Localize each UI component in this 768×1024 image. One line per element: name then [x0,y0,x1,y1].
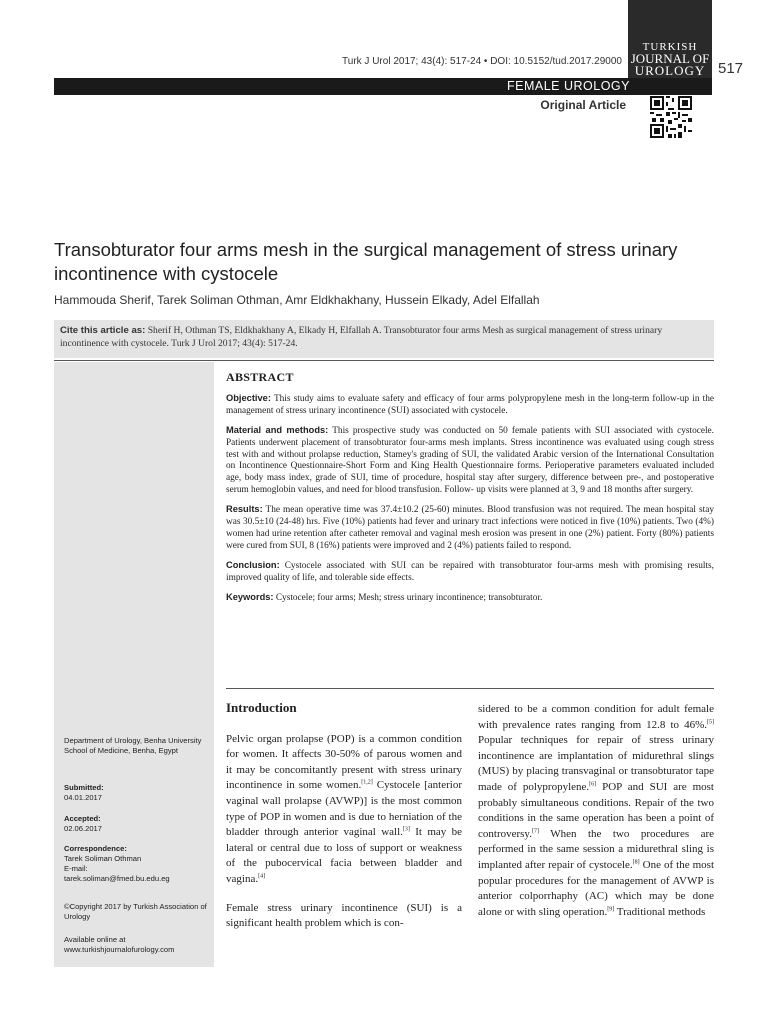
introduction-heading: Introduction [226,700,297,715]
copyright: ©Copyright 2017 by Turkish Association of Urology [64,902,207,921]
results-text: The mean operative time was 37.4±10.2 (25-60) minutes. Blood transfusion was not required. The mean hospital stay was 30.5±10 (24-48) hrs. Five (10%) patients had fever and urinary tract infections were noticed in five (10%) patients. Two (4%) women had urine retention after catheter removal and vaginal mesh erosion was present in one (2%) patient. Forty (80%) patients were cured from SUI, 8 (16%) patients were improved and 2 (4%) patients failed to respond. [226,505,714,551]
author-list: Hammouda Sherif, Tarek Soliman Othman, Amr Eldkhakhany, Hussein Elkady, Adel Elfallah [54,293,540,307]
reference: [9] [607,906,615,913]
reference: [8] [632,859,640,866]
abstract-conclusion [226,560,714,585]
cite-text: Sherif H, Othman TS, Eldkhakhany A, Elkady H, Elfallah A. Transobturator four arms Mesh as surgical management of stress urinary incontinence with cystocele. Turk J Urol 2017; 43(4): 517-24. [60,325,663,349]
methods-label: Material and methods: [226,424,329,435]
abstract-results [226,504,714,553]
conclusion-label: Conclusion: [226,559,280,570]
affiliation: Department of Urology, Benha University School of Medicine, Benha, Egypt [64,736,202,755]
email-label: E-mail: [64,864,88,873]
cite-paragraph [60,324,708,350]
intro-paragraph-2-cont [478,702,714,920]
intro-text: Popular techniques for repair of stress urinary incontinence are implantation of midurethral slings (MUS) by placing transvaginal or transobturator tape made of polypropylene. [478,734,714,793]
methods-text: This prospective study was conducted on 50 female patients with SUI associated with cystocele. Patients underwent placement of transobturator four-arms mesh implants. Stress incontinence was evaluated using cough stress test with and without prolapse reduction, Stamey's grading of SUI, the validated Arabic version of the International Consultation on Incontinence Questionnaire-Short Form and King Health Questionnaire forms. Perioperative parameters evaluated included age, body mass index, grade of SUI, time of procedure, hospital stay after surgery, difference between pre-, and postoperative serum hemoglobin values, and need for blood transfusion. Follow- up visits were planned at 3, 9 and 18 months after surgery. [226,425,715,496]
reference: [3] [402,826,410,833]
submitted-label: Submitted: [64,783,104,792]
intro-text: One of the most popular procedures for the management of AVWP is anterior colporrhaphy (AC) which may be done alone or with sling operation. [478,858,715,918]
body-column-1 [226,700,462,945]
availability-block [64,935,212,955]
body-column-2 [478,702,714,933]
intro-paragraph-2: Female stress urinary incontinence (SUI) is a significant health problem which is con- [226,901,462,930]
keywords-text: Cystocele; four arms; Mesh; stress urinary incontinence; transobturator. [273,592,543,603]
correspondence-name: Tarek Soliman Othman [64,854,142,863]
email-link[interactable]: tarek.soliman@fmed.bu.edu.eg [64,874,170,883]
article-title: Transobturator four arms mesh in the surgical management of stress urinary incontinence with cystocele [54,239,678,284]
intro-text: Pelvic organ prolapse (POP) is a common condition for women. It affects 30-50% of parous women and it may be concomitantly present with stress urinary incontinence in some women. [226,732,462,792]
correspondence-label: Correspondence: [64,844,127,853]
sidebar [54,362,214,967]
accepted-block [64,814,212,834]
intro-text: POP and SUI are most probably simultaneous conditions. Repair of the two conditions in the same operation has been a point of controversy. [478,780,714,840]
journal-logo-line2: JOURNAL OF [630,51,710,66]
reference: [4] [258,873,266,880]
cite-label: Cite this article as: [60,325,146,336]
results-label: Results: [226,504,263,515]
intro-paragraph-1 [226,732,462,888]
abstract [226,372,714,612]
available-label: Available online at [64,935,126,944]
abstract-objective [226,393,714,418]
accepted-date: 02.06.2017 [64,824,103,833]
section-bar [54,78,712,95]
objective-label: Objective: [226,392,271,403]
intro-text: Cystocele [anterior vaginal wall prolapse (AVWP)] is the most common type of POP in women and is due to herniation of the bladder through anterior vaginal wall. [226,779,463,839]
qr-code-icon [650,96,692,138]
reference: [7] [531,828,539,835]
reference: [5] [707,718,714,725]
section-label: FEMALE UROLOGY [507,79,630,93]
intro-text: sidered to be a common condition for adult female with prevalence rates ranging from 12.8 to 46%. [478,703,714,731]
journal-logo-line3: UROLOGY [634,63,706,78]
page-number: 517 [718,60,744,77]
website-link[interactable]: www.turkishjournalofurology.com [64,945,175,954]
intro-text: It may be lateral or central due to loss of support or weakness of the pubocervical facia between bladder and vagina. [226,826,462,885]
objective-text: This study aims to evaluate safety and efficacy of four arms polypropylene mesh in the long-term follow-up in the management of stress urinary incontinence (SUI) associated with cystocele. [226,393,714,416]
article-type: Original Article [540,98,626,112]
submitted-block [64,783,212,803]
reference: [6] [589,781,597,788]
divider [226,688,714,689]
reference: [1,2] [361,779,373,786]
keywords-label: Keywords: [226,591,274,602]
journal-logo [628,0,712,80]
citation-line: Turk J Urol 2017; 43(4): 517-24 • DOI: 10.5152/tud.2017.29000 [342,56,622,67]
submitted-date: 04.01.2017 [64,793,103,802]
divider [54,360,714,361]
conclusion-text: Cystocele associated with SUI can be repaired with transobturator four-arms mesh with promising results, improved quality of life, and tolerable side effects. [226,560,714,583]
intro-text: When the two procedures are performed in the same session a midurethral sling is implanted after repair of cystocele. [478,827,714,871]
cite-box [54,320,714,358]
abstract-methods [226,425,714,497]
accepted-label: Accepted: [64,814,101,823]
abstract-heading: ABSTRACT [226,370,294,384]
abstract-keywords [226,592,714,605]
correspondence-block [64,844,212,884]
journal-logo-line1: TURKISH [642,41,698,53]
intro-text: Traditional methods [614,905,706,918]
